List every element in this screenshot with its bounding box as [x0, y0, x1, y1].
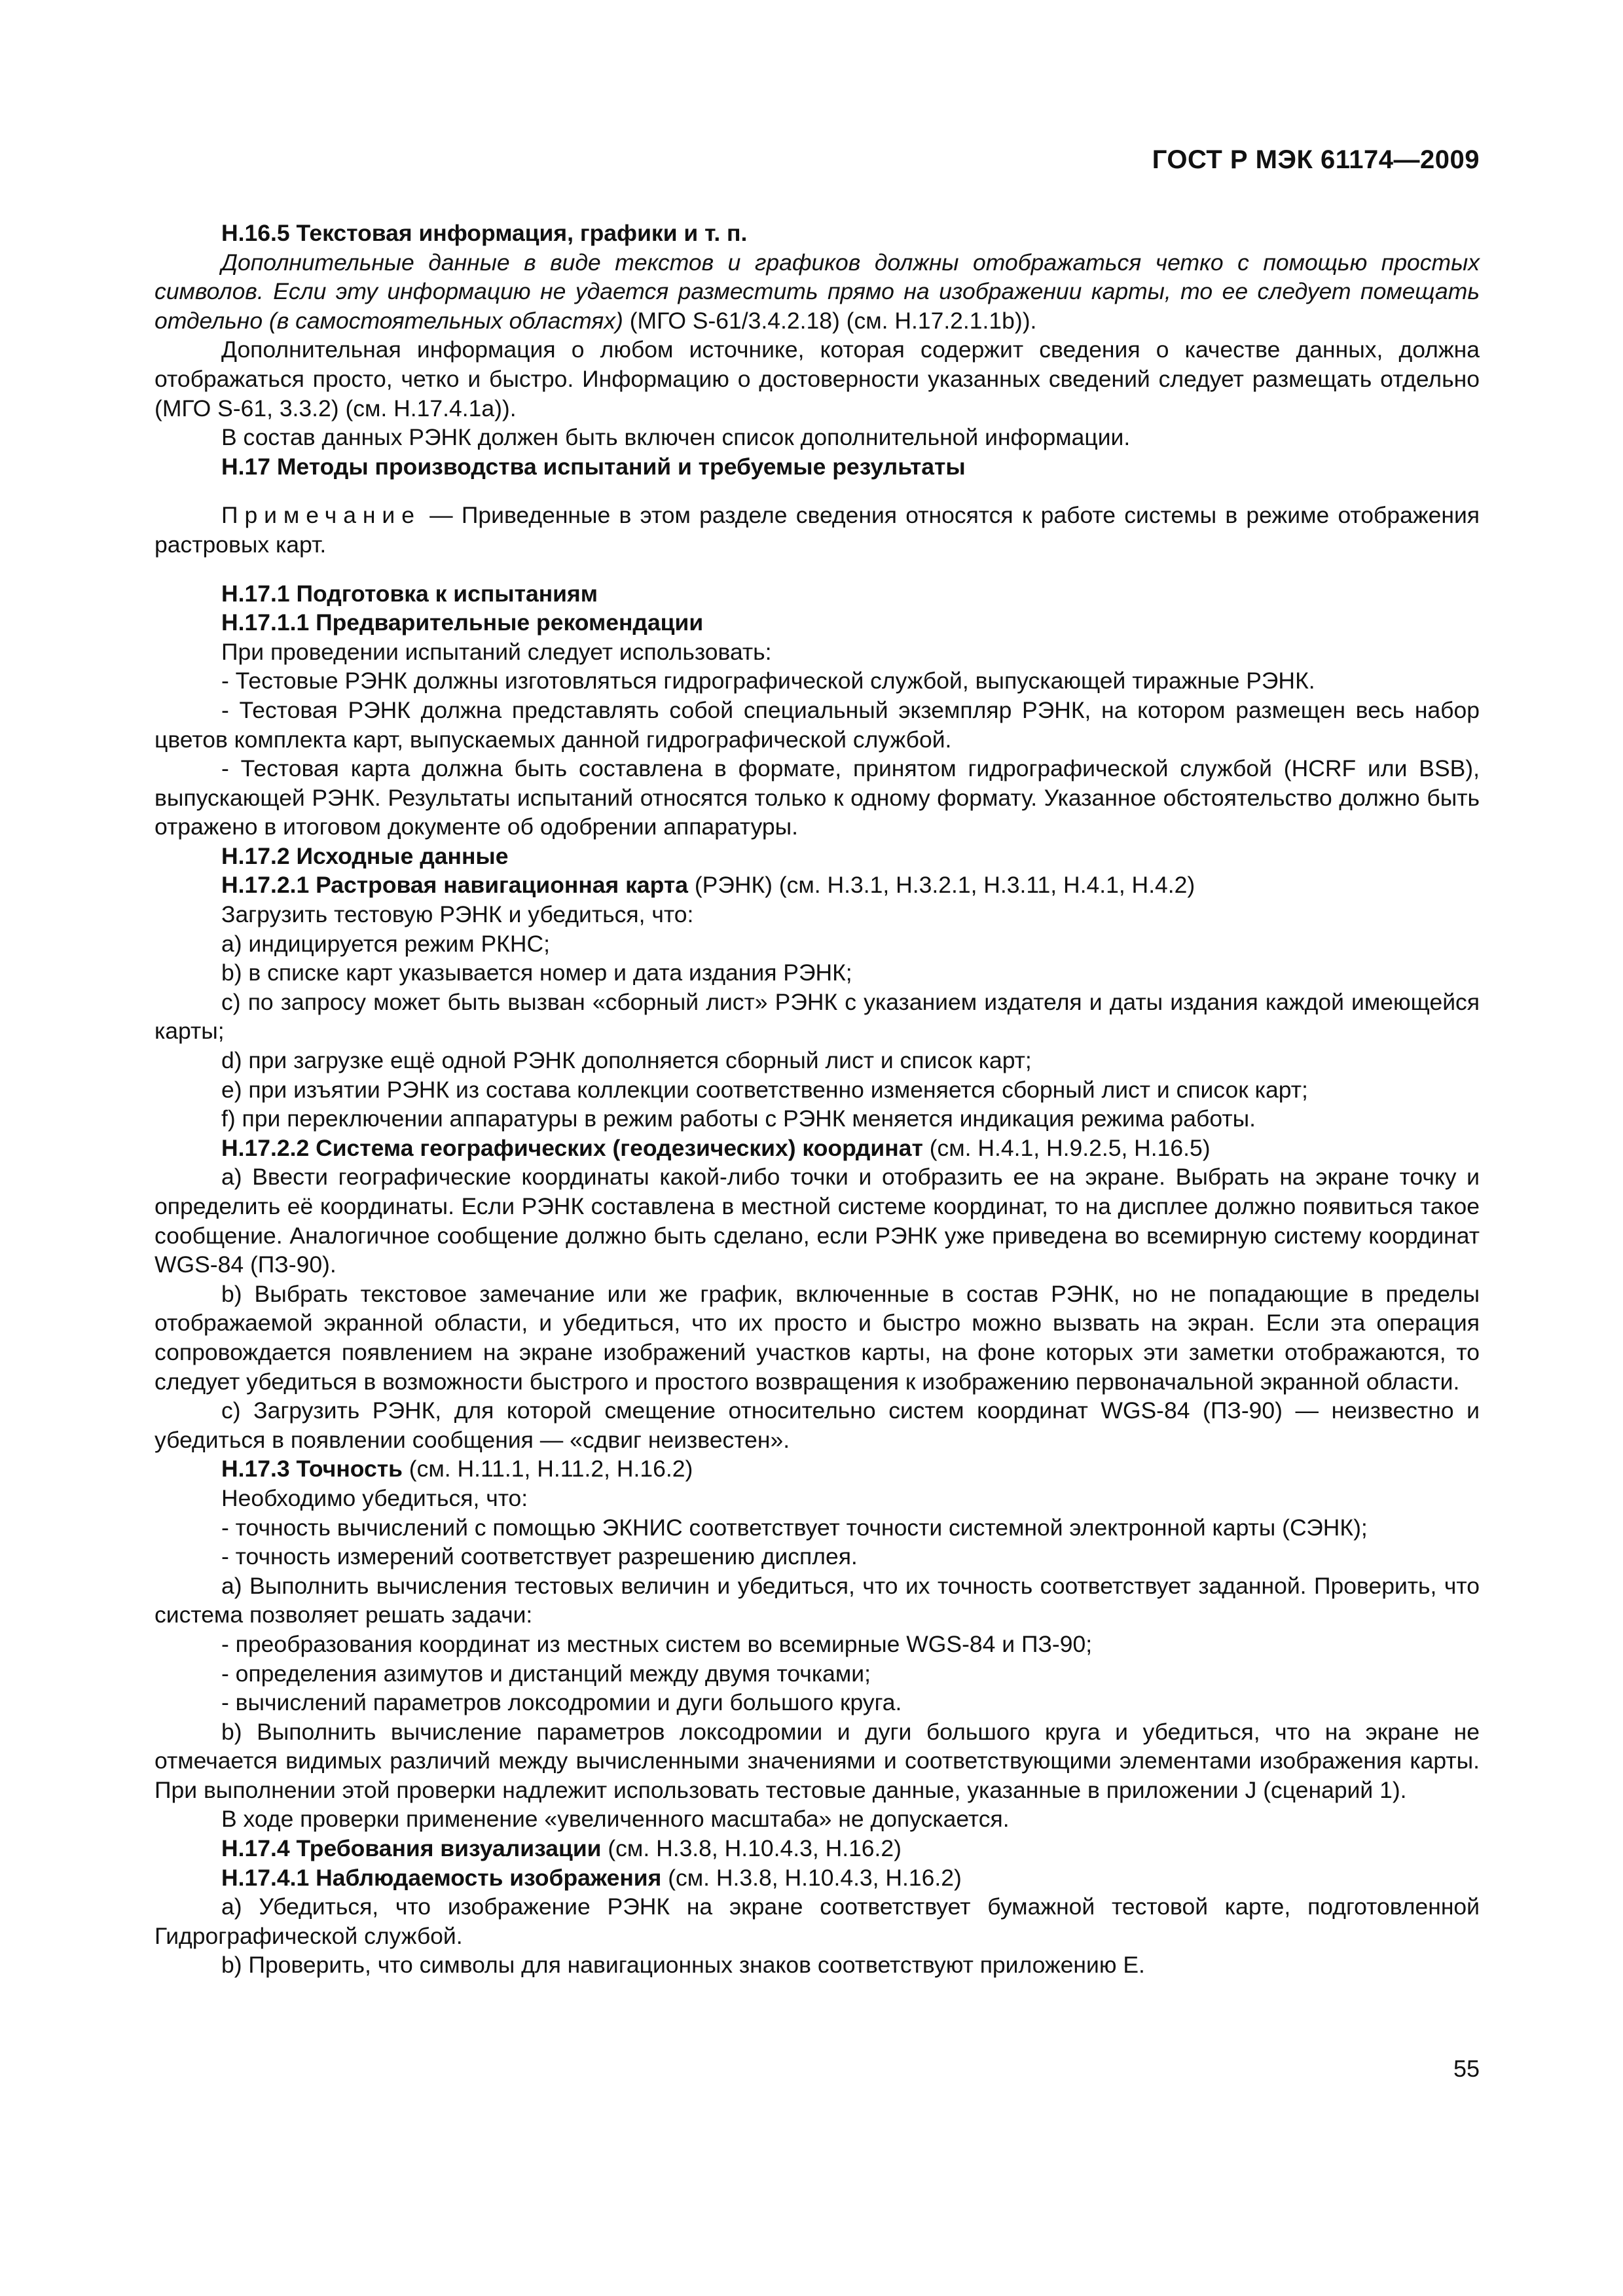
body-paragraph	[155, 1834, 1480, 1863]
body-paragraph: Дополнительная информация о любом источнике, которая содержит сведения о качестве данных, должна отображаться просто, четко и быстро. Информацию о достоверности указанных сведений следует размещать отдельно (МГО S-61, 3.3.2) (см. H.17.4.1a)).	[155, 336, 1480, 422]
body-paragraph: В состав данных РЭНК должен быть включен список дополнительной информации.	[221, 424, 1131, 451]
section-heading: H.17.1.1 Предварительные рекомендации	[221, 609, 704, 636]
bold-run: H.17.2.2 Система географических (геодезических) координат	[221, 1134, 923, 1161]
body-paragraph: b) Проверить, что символы для навигационных знаков соответствуют приложению E.	[221, 1952, 1145, 1979]
body-paragraph: a) Ввести географические координаты какой-либо точки и отобразить ее на экране. Выбрать на экране точку и определить её координаты. Если РЭНК составлена в местной системе координат, то на дисплее должно появиться такое сообщение. Аналогичное сообщение должно быть сделано, если РЭНК уже приведена во всемирную систему координат WGS-84 (ПЗ-90).	[155, 1164, 1480, 1278]
body-paragraph: Загрузить тестовую РЭНК и убедиться, что:	[221, 901, 694, 928]
body-paragraph: e) при изъятии РЭНК из состава коллекции соответственно изменяется сборный лист и список карт;	[221, 1076, 1308, 1103]
body-paragraph: - Тестовая карта должна быть составлена в формате, принятом гидрографической службой (HCRF или BSB), выпускающей РЭНК. Результаты испытаний относятся только к одному формату. Указанное обстоятельство должно быть отражено в итоговом документе об одобрении аппаратуры.	[155, 755, 1480, 840]
bold-run: H.17.4.1 Наблюдаемость изображения	[221, 1864, 662, 1891]
body-paragraph: Необходимо убедиться, что:	[221, 1484, 528, 1511]
body-paragraph	[155, 1134, 1480, 1163]
body-paragraph: - точность вычислений с помощью ЭКНИС соответствует точности системной электронной карты (СЭНК);	[221, 1514, 1368, 1541]
bold-run: H.17.4 Требования визуализации	[221, 1835, 602, 1862]
body-paragraph: d) при загрузке ещё одной РЭНК дополняется сборный лист и список карт;	[221, 1047, 1032, 1074]
page-number: 55	[1453, 2055, 1480, 2082]
body-paragraph	[155, 870, 1480, 900]
body-paragraph: f) при переключении аппаратуры в режим работы с РЭНК меняется индикация режима работы.	[221, 1105, 1256, 1132]
note-paragraph	[155, 501, 1480, 559]
body-paragraph: a) Выполнить вычисления тестовых величин и убедиться, что их точность соответствует заданной. Проверить, что система позволяет решать задачи:	[155, 1572, 1480, 1628]
body-paragraph: c) по запросу может быть вызван «сборный лист» РЭНК с указанием издателя и даты издания каждой имеющейся карты;	[155, 988, 1480, 1045]
body-paragraph	[155, 248, 1480, 336]
section-heading: H.17 Методы производства испытаний и требуемые результаты	[221, 453, 966, 480]
body-paragraph: b) Выбрать текстовое замечание или же график, включенные в состав РЭНК, но не попадающие в пределы отображаемой экранной области, и убедиться, что их просто и быстро можно вызвать на экран. Если эта операция сопровождается появлением на экране изображений участков карты, на фоне которых эти заметки отображаются, то следует убедиться в возможности быстрого и простого возвращения к изображению первоначальной экранной области.	[155, 1280, 1480, 1395]
body-paragraph: - преобразования координат из местных систем во всемирные WGS-84 и ПЗ-90;	[221, 1630, 1093, 1657]
text-run: — Приведенные в этом разделе сведения относятся к работе системы в режиме отображения растровых карт.	[155, 502, 1480, 558]
text-run: (см. H.3.8, H.10.4.3, H.16.2)	[601, 1835, 902, 1862]
section-heading: H.17.2 Исходные данные	[221, 842, 509, 869]
text-run: (см. H.3.8, H.10.4.3, H.16.2)	[661, 1864, 962, 1891]
bold-run: H.17.2.1 Растровая навигационная карта	[221, 872, 688, 899]
section-heading: H.17.1 Подготовка к испытаниям	[221, 580, 598, 607]
body-paragraph: При проведении испытаний следует использовать:	[221, 638, 772, 665]
text-run: (МГО S-61/3.4.2.18) (см. H.17.2.1.1b)).	[623, 307, 1037, 334]
body-paragraph: - точность измерений соответствует разрешению дисплея.	[221, 1543, 858, 1570]
body-paragraph	[155, 1454, 1480, 1484]
body-paragraph: - вычислений параметров локсодромии и дуги большого круга.	[221, 1689, 902, 1716]
body-paragraph: b) Выполнить вычисление параметров локсодромии и дуги большого круга и убедиться, что на экране не отмечается видимых различий между вычисленными значениями и соответствующими элементами изображения карты. При выполнении этой проверки надлежит использовать тестовые данные, указанные в приложении J (сценарий 1).	[155, 1718, 1480, 1803]
text-run: (см. H.4.1, H.9.2.5, H.16.5)	[922, 1134, 1211, 1161]
body-paragraph: - определения азимутов и дистанций между двумя точками;	[221, 1660, 871, 1687]
body-paragraph: a) индицируется режим РКНС;	[221, 930, 550, 957]
bold-run: H.17.3 Точность	[221, 1456, 403, 1482]
italic-run: Дополнительные данные в виде текстов и графиков должны отображаться четко с помощью простых символов. Если эту информацию не удается разместить прямо на изображении карты, то ее следует помещать отдельно (в самостоятельных областях)	[155, 249, 1480, 334]
body-paragraph	[155, 1863, 1480, 1893]
text-run: (РЭНК) (см. H.3.1, H.3.2.1, H.3.11, H.4.1, H.4.2)	[687, 872, 1195, 899]
body-paragraph: c) Загрузить РЭНК, для которой смещение относительно систем координат WGS-84 (ПЗ-90) — неизвестно и убедиться в появлении сообщения — «сдвиг неизвестен».	[155, 1397, 1480, 1453]
body-paragraph: - Тестовая РЭНК должна представлять собой специальный экземпляр РЭНК, на котором размещен весь набор цветов комплекта карт, выпускаемых данной гидрографической службой.	[155, 696, 1480, 753]
body-paragraph: В ходе проверки применение «увеличенного масштаба» не допускается.	[221, 1806, 1010, 1833]
document-body	[155, 219, 1480, 1980]
section-heading: H.16.5 Текстовая информация, графики и т. п.	[221, 220, 748, 246]
standard-code-header: ГОСТ Р МЭК 61174—2009	[1152, 145, 1480, 174]
text-run: (см. H.11.1, H.11.2, H.16.2)	[402, 1456, 693, 1482]
body-paragraph: b) в списке карт указывается номер и дата издания РЭНК;	[221, 960, 852, 986]
body-paragraph: a) Убедиться, что изображение РЭНК на экране соответствует бумажной тестовой карте, подготовленной Гидрографической службой.	[155, 1893, 1480, 1949]
body-paragraph: - Тестовые РЭНК должны изготовляться гидрографической службой, выпускающей тиражные РЭНК.	[221, 668, 1315, 694]
note-label: Примечание	[221, 502, 421, 529]
